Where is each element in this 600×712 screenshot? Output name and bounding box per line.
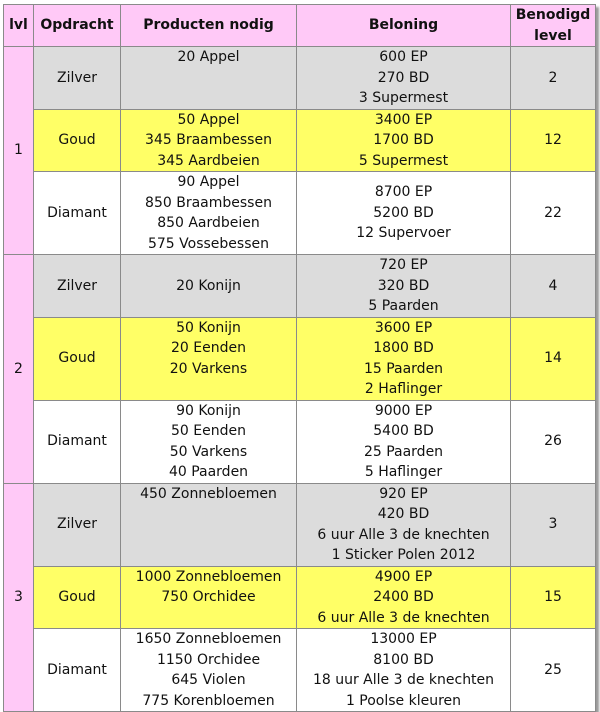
beloning-cell <box>297 400 511 483</box>
beloning-cell <box>297 47 511 110</box>
reward-line: 720 EP <box>379 257 428 273</box>
benodigd-cell: 25 <box>511 629 596 712</box>
reward-line: 15 Paarden <box>363 360 444 377</box>
product-line: 645 Violen <box>171 672 246 688</box>
header-beloning: Beloning <box>297 5 511 47</box>
benodigd-cell: 2 <box>511 47 596 110</box>
header-benodigd: Benodigd level <box>511 5 596 47</box>
table-row <box>4 47 596 110</box>
opdracht-cell: Zilver <box>34 483 121 566</box>
reward-line: 9000 EP <box>374 402 433 419</box>
beloning-cell <box>297 483 511 566</box>
reward-line: 25 Paarden <box>363 443 444 460</box>
reward-line: 270 BD <box>377 69 430 86</box>
benodigd-cell: 12 <box>511 109 596 172</box>
reward-line: 8700 EP <box>374 184 433 201</box>
producten-cell <box>121 109 297 172</box>
product-line: 50 Varkens <box>169 443 248 460</box>
producten-cell <box>121 483 297 566</box>
reward-line: 5 Haflinger <box>364 464 443 480</box>
product-line: 20 Appel <box>177 49 240 65</box>
reward-line: 5 Supermest <box>358 152 449 169</box>
reward-line: 8100 BD <box>373 651 434 668</box>
product-line: 20 Konijn <box>176 277 241 294</box>
table-row <box>4 172 596 255</box>
quest-table-body <box>4 47 596 712</box>
product-line: 575 Vossebessen <box>147 235 269 252</box>
level-cell: 2 <box>4 255 34 484</box>
beloning-cell <box>297 566 511 629</box>
reward-line: 12 Supervoer <box>356 225 451 242</box>
beloning-cell <box>297 172 511 255</box>
producten-cell <box>121 566 297 629</box>
product-line: 40 Paarden <box>168 464 249 480</box>
opdracht-cell: Diamant <box>34 172 121 255</box>
reward-line: 420 BD <box>377 506 430 522</box>
table-row <box>4 317 596 400</box>
product-line: 850 Aardbeien <box>157 215 260 231</box>
producten-cell <box>121 317 297 400</box>
reward-line: 920 EP <box>379 485 428 502</box>
reward-line: 13000 EP <box>370 631 437 647</box>
table-row <box>4 566 596 629</box>
product-line: 345 Braambessen <box>145 132 272 148</box>
product-line: 775 Korenbloemen <box>142 692 275 709</box>
level-cell: 3 <box>4 483 34 712</box>
product-line: 450 Zonnebloemen <box>140 485 277 502</box>
producten-cell <box>121 255 297 318</box>
reward-line: 2400 BD <box>373 589 434 605</box>
product-line: 750 Orchidee <box>161 589 256 605</box>
table-row <box>4 483 596 566</box>
reward-line: 5200 BD <box>373 204 434 221</box>
benodigd-cell: 14 <box>511 317 596 400</box>
reward-line: 6 uur Alle 3 de knechten <box>317 609 490 626</box>
benodigd-cell: 26 <box>511 400 596 483</box>
reward-line: 5400 BD <box>373 423 434 439</box>
product-line: 50 Konijn <box>176 319 241 336</box>
producten-cell <box>121 629 297 712</box>
reward-line: 1800 BD <box>373 340 434 356</box>
reward-line: 1700 BD <box>373 132 434 148</box>
level-cell: 1 <box>4 47 34 255</box>
opdracht-cell: Goud <box>34 566 121 629</box>
opdracht-cell: Diamant <box>34 400 121 483</box>
product-line: 50 Appel <box>177 111 240 128</box>
table-row <box>4 400 596 483</box>
table-row <box>4 255 596 318</box>
header-opdracht: Opdracht <box>34 5 121 47</box>
reward-line: 320 BD <box>377 277 430 294</box>
reward-line: 18 uur Alle 3 de knechten <box>312 672 495 688</box>
reward-line: 6 uur Alle 3 de knechten <box>317 526 490 543</box>
table-row <box>4 629 596 712</box>
reward-line: 1 Poolse kleuren <box>345 692 462 709</box>
beloning-cell <box>297 255 511 318</box>
reward-line: 3600 EP <box>374 319 433 336</box>
reward-line: 3400 EP <box>374 111 433 128</box>
benodigd-cell: 22 <box>511 172 596 255</box>
quest-table <box>3 4 596 712</box>
product-line: 20 Eenden <box>171 340 246 356</box>
product-line: 1650 Zonnebloemen <box>135 631 282 647</box>
product-line: 850 Braambessen <box>145 194 272 211</box>
beloning-cell <box>297 317 511 400</box>
table-row <box>4 109 596 172</box>
product-line: 90 Appel <box>177 174 240 190</box>
producten-cell <box>121 400 297 483</box>
beloning-cell <box>297 629 511 712</box>
opdracht-cell: Zilver <box>34 47 121 110</box>
product-line: 90 Konijn <box>176 402 241 419</box>
header-lvl: lvl <box>4 5 34 47</box>
reward-line: 5 Paarden <box>368 298 439 314</box>
opdracht-cell: Goud <box>34 317 121 400</box>
reward-line: 1 Sticker Polen 2012 <box>331 547 476 563</box>
benodigd-cell: 3 <box>511 483 596 566</box>
opdracht-cell: Goud <box>34 109 121 172</box>
opdracht-cell: Diamant <box>34 629 121 712</box>
product-line: 50 Eenden <box>171 423 246 439</box>
reward-line: 600 EP <box>379 49 428 65</box>
beloning-cell <box>297 109 511 172</box>
reward-line: 3 Supermest <box>358 90 449 106</box>
benodigd-cell: 4 <box>511 255 596 318</box>
benodigd-cell: 15 <box>511 566 596 629</box>
reward-line: 4900 EP <box>374 568 433 585</box>
producten-cell <box>121 47 297 110</box>
product-line: 1150 Orchidee <box>156 651 261 668</box>
product-line: 345 Aardbeien <box>157 152 260 169</box>
product-line: 1000 Zonnebloemen <box>135 568 282 585</box>
product-line: 20 Varkens <box>169 360 248 377</box>
opdracht-cell: Zilver <box>34 255 121 318</box>
header-producten: Producten nodig <box>121 5 297 47</box>
producten-cell <box>121 172 297 255</box>
header-row <box>4 5 596 47</box>
reward-line: 2 Haflinger <box>364 381 443 397</box>
